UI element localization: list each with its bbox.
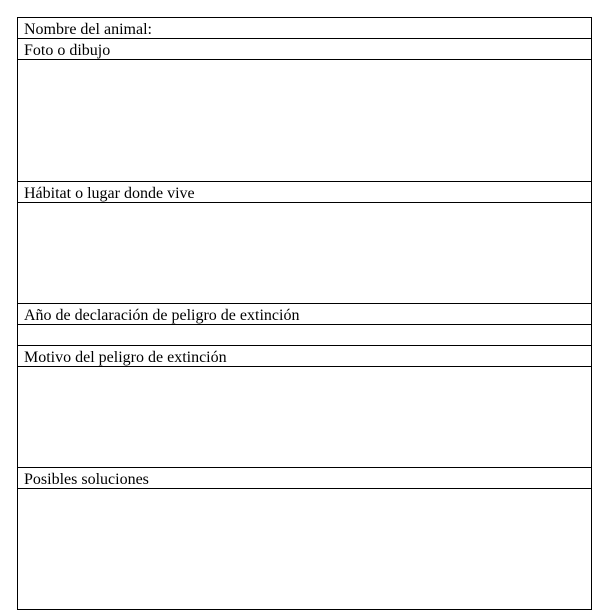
solutions-label-row [18,468,591,489]
photo-label-row [18,39,591,60]
habitat-area[interactable] [18,203,591,304]
year-label-row [18,304,591,325]
habitat-label-row [18,182,591,203]
motive-label: Motivo del peligro de extinción [24,349,227,366]
photo-area[interactable] [18,60,591,182]
solutions-area[interactable] [18,489,591,610]
solutions-label: Posibles soluciones [24,471,149,488]
motive-area[interactable] [18,367,591,468]
photo-label: Foto o dibujo [24,42,111,59]
animal-name-label: Nombre del animal: [24,21,152,38]
motive-label-row [18,346,591,367]
habitat-label: Hábitat o lugar donde vive [24,185,195,202]
animal-name-row[interactable] [18,18,591,39]
animal-info-form [17,17,592,610]
year-label: Año de declaración de peligro de extinción [24,307,300,324]
year-area[interactable] [18,325,591,346]
